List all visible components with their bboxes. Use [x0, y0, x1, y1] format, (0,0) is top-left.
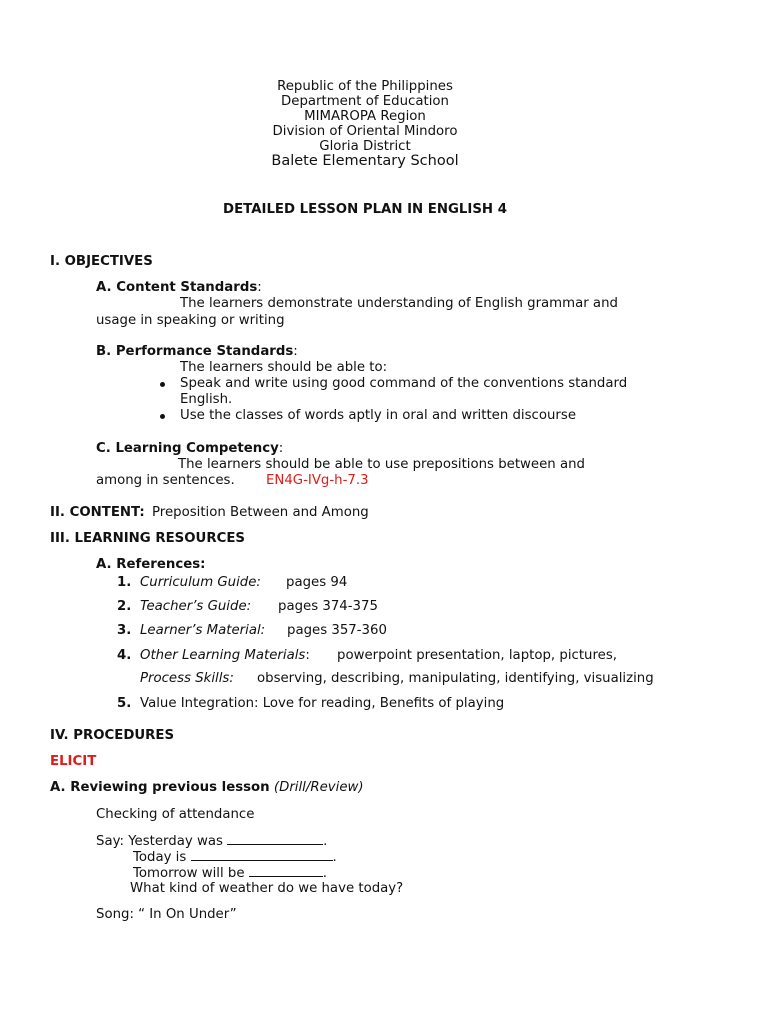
- weather-question: What kind of weather do we have today?: [130, 881, 404, 896]
- say-yesterday-text: Say: Yesterday was: [96, 834, 223, 849]
- content-value: Preposition Between and Among: [152, 505, 369, 520]
- header-division: Division of Oriental Mindoro: [272, 124, 458, 139]
- performance-bullet2: Use the classes of words aptly in oral and written discourse: [180, 408, 577, 423]
- reference-label: Learner’s Material:: [140, 623, 266, 638]
- competency-code: EN4G-IVg-h-7.3: [266, 473, 369, 488]
- learning-competency-line1: The learners should be able to use prepositions between and: [178, 457, 585, 472]
- reference-value: pages 94: [286, 575, 348, 590]
- reference-value: pages 374-375: [278, 599, 378, 614]
- bullet-icon: [160, 382, 165, 387]
- period: .: [332, 850, 337, 865]
- say-today: [133, 849, 337, 866]
- header-district: Gloria District: [319, 139, 411, 154]
- say-today-text: Today is: [133, 850, 187, 865]
- song-line: Song: “ In On Under”: [96, 907, 237, 922]
- bullet-icon: [160, 414, 165, 419]
- value-integration: Value Integration: Love for reading, Benefits of playing: [140, 696, 505, 711]
- performance-bullet1-line2: English.: [180, 392, 233, 407]
- performance-standards-colon: :: [293, 344, 298, 359]
- fill-in-blank: [227, 833, 323, 845]
- learning-competency-colon: :: [278, 441, 284, 456]
- content-standards-colon: :: [257, 280, 262, 295]
- period: .: [322, 866, 328, 881]
- objectives-heading: I. OBJECTIVES: [50, 254, 153, 269]
- reference-colon: :: [305, 648, 310, 663]
- process-skills-label: Process Skills:: [140, 671, 234, 686]
- period: .: [323, 834, 328, 849]
- procedures-heading: IV. PROCEDURES: [50, 728, 175, 743]
- review-label: A. Reviewing previous lesson: [50, 780, 270, 795]
- reference-label: Curriculum Guide:: [140, 575, 261, 590]
- reference-value: pages 357-360: [287, 623, 387, 638]
- say-tomorrow-text: Tomorrow will be: [133, 866, 245, 881]
- fill-in-blank: [191, 849, 333, 861]
- reference-number: 3.: [117, 623, 132, 638]
- header-region: MIMAROPA Region: [304, 109, 426, 124]
- resources-heading: III. LEARNING RESOURCES: [50, 531, 246, 546]
- reference-other-materials: [140, 648, 310, 664]
- header-school: Balete Elementary School: [271, 153, 459, 169]
- performance-standards-title: B. Performance Standards: [96, 344, 294, 359]
- header-department: Department of Education: [281, 94, 449, 109]
- fill-in-blank: [249, 865, 323, 877]
- reference-label: Teacher’s Guide:: [140, 599, 252, 614]
- reference-number: 2.: [117, 599, 132, 614]
- process-skills-value: observing, describing, manipulating, identifying, visualizing: [257, 671, 654, 686]
- learning-competency-line2: among in sentences.: [96, 473, 235, 488]
- reference-number: 1.: [117, 575, 132, 590]
- learning-competency-label: [96, 441, 283, 457]
- reference-label: Other Learning Materials: [140, 648, 306, 663]
- document-title: DETAILED LESSON PLAN IN ENGLISH 4: [223, 202, 507, 217]
- reference-value: powerpoint presentation, laptop, pictures,: [337, 648, 617, 663]
- review-note: (Drill/Review): [273, 780, 364, 795]
- content-standards-title: A. Content Standards: [96, 280, 258, 295]
- content-standards-label: [96, 280, 262, 296]
- say-yesterday: [96, 833, 327, 850]
- header-republic: Republic of the Philippines: [277, 79, 453, 94]
- content-standards-line1: The learners demonstrate understanding of English grammar and: [180, 296, 618, 311]
- reference-number: 4.: [117, 648, 132, 663]
- content-standards-line2: usage in speaking or writing: [96, 313, 285, 328]
- references-label: A. References:: [96, 557, 206, 572]
- elicit-heading: ELICIT: [50, 754, 97, 769]
- say-tomorrow: [133, 865, 327, 882]
- performance-bullet1-line1: Speak and write using good command of the conventions standard: [180, 376, 628, 391]
- learning-competency-title: C. Learning Competency: [96, 441, 279, 456]
- review-line: [50, 780, 364, 796]
- content-label: II. CONTENT:: [50, 505, 145, 520]
- attendance-text: Checking of attendance: [96, 807, 255, 822]
- performance-standards-intro: The learners should be able to:: [180, 360, 388, 375]
- performance-standards-label: [96, 344, 298, 360]
- reference-number: 5.: [117, 696, 132, 711]
